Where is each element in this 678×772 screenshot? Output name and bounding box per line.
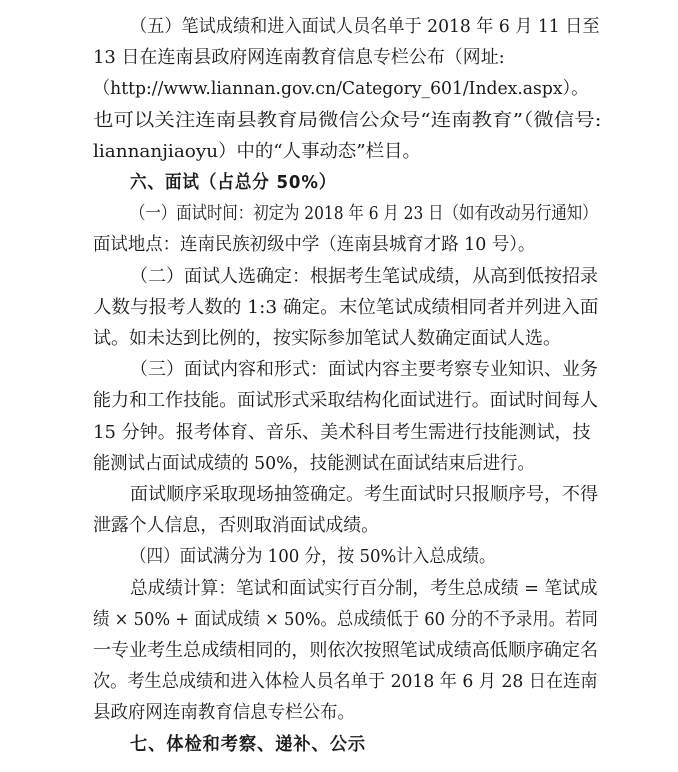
paragraph-line: 15 分钟。报考体育、音乐、美术科目考生需进行技能测试，技 xyxy=(93,421,591,443)
paragraph-line: 也可以关注连南县教育局微信公众号“连南教育”（微信号: xyxy=(93,109,602,131)
paragraph-line: 面试顺序采取现场抽签确定。考生面试时只报顺序号，不得 xyxy=(130,484,598,505)
paragraph-line: （五）笔试成绩和进入面试人员名单于 2018 年 6 月 11 日至 xyxy=(130,16,600,37)
paragraph-line: （三）面试内容和形式：面试内容主要考察专业知识、业务 xyxy=(130,359,598,381)
paragraph-line: liannanjiaoyu）中的“人事动态”栏目。 xyxy=(93,140,421,162)
paragraph-line: （http://www.liannan.gov.cn/Category_601/Index.aspx）。 xyxy=(93,78,589,100)
paragraph-line: 面试地点：连南民族初级中学（连南县城育才路 10 号）。 xyxy=(93,234,536,256)
paragraph-line: 能测试占面试成绩的 50%，技能测试在面试结束后进行。 xyxy=(93,452,535,474)
paragraph-line: 泄露个人信息，否则取消面试成绩。 xyxy=(93,515,380,537)
paragraph-line: 绩 × 50% + 面试成绩 × 50%。总成绩低于 60 分的不予录用。若同 xyxy=(93,608,598,630)
paragraph-line: 总成绩计算：笔试和面试实行百分制，考生总成绩 = 笔试成 xyxy=(130,577,598,599)
paragraph-line: 次。考生总成绩和进入体检人员名单于 2018 年 6 月 28 日在连南 xyxy=(93,671,598,693)
paragraph-line: 一专业考生总成绩相同的，则依次按照笔试成绩高低顺序确定名 xyxy=(93,640,599,661)
section-heading-physical: 七、体检和考察、递补、公示 xyxy=(130,733,367,755)
paragraph-line: 能力和工作技能。面试形式采取结构化面试进行。面试时间每人 xyxy=(93,390,599,412)
paragraph-line: （四）面试满分为 100 分，按 50%计入总成绩。 xyxy=(130,546,496,568)
paragraph-line: 试。如未达到比例的，按实际参加笔试人数确定面试人选。 xyxy=(93,328,561,349)
paragraph-line: （二）面试人选确定：根据考生笔试成绩，从高到低按招录 xyxy=(130,265,598,287)
paragraph-line: （一）面试时间：初定为 2018 年 6 月 23 日（如有改动另行通知） xyxy=(130,203,598,225)
paragraph-line: 县政府网连南教育信息专栏公布。 xyxy=(93,702,356,724)
paragraph-line: 人数与报考人数的 1:3 确定。末位笔试成绩相同者并列进入面 xyxy=(93,296,599,318)
paragraph-line: 13 日在连南县政府网连南教育信息专栏公布（网址: xyxy=(93,47,505,69)
section-heading-interview: 六、面试（占总分 50%） xyxy=(130,172,337,193)
